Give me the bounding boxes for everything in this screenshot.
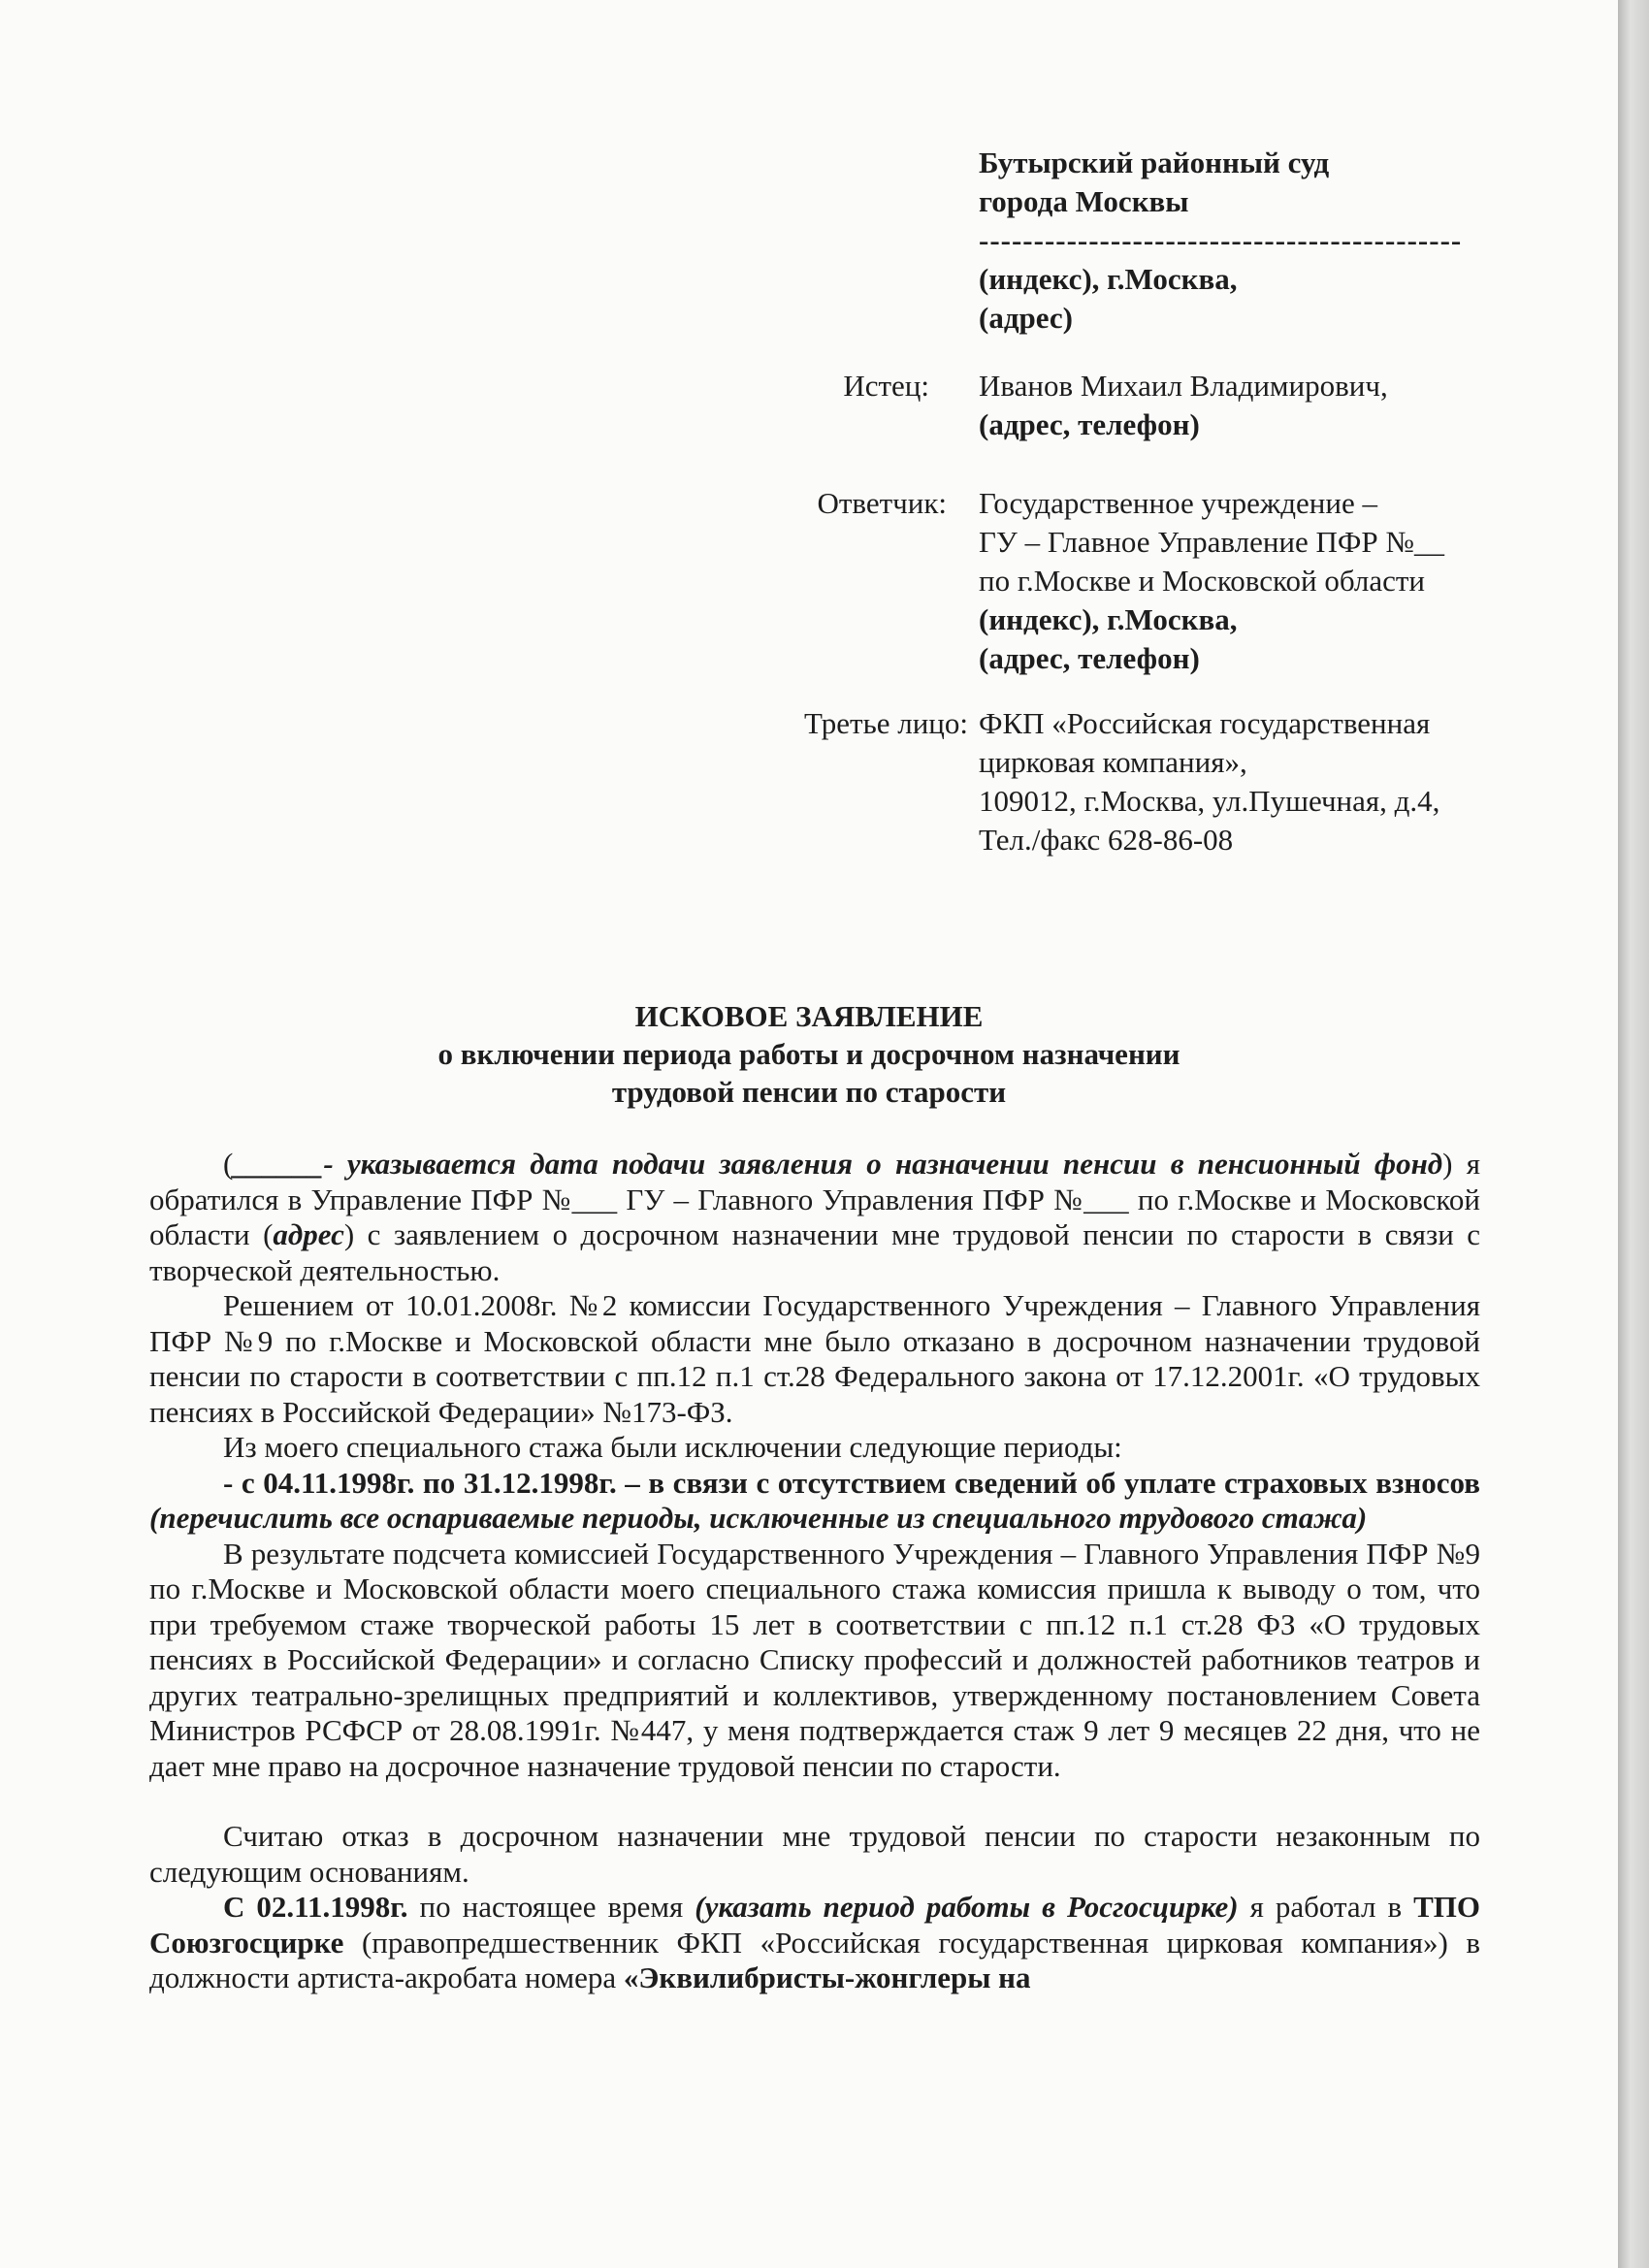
employer-name: ТПО Союзгосцирке: [149, 1890, 1480, 1960]
court-address-line1: (индекс), г.Москва,: [979, 262, 1238, 296]
excluded-period: - с 04.11.1998г. по 31.12.1998г. – в связи с отсутствием сведений об уплате страховых взносов: [223, 1465, 1480, 1500]
title-line3: трудовой пенсии по старости: [611, 1075, 1007, 1109]
court-addressee: [979, 144, 1522, 338]
court-name-line1: Бутырский районный суд: [979, 146, 1330, 179]
title-line2: о включении периода работы и досрочном назначении: [437, 1037, 1180, 1071]
document-body: [149, 1147, 1480, 1996]
paragraph-decision: Решением от 10.01.2008г. №2 комиссии Государственного Учреждения – Главного Управления ПФР №9 по г.Москве и Московской области мне было отказано в досрочном назначении трудовой пенсии по старости в соответствии с пп.12 п.1 ст.28 Федерального закона от 17.12.2001г. «О трудовых пенсиях в Российской Федерации» №173-ФЗ.: [149, 1288, 1480, 1429]
placeholder-application-date: ______- указывается дата подачи заявления о назначении пенсии в пенсионный фонд: [233, 1147, 1443, 1181]
defendant-label: Ответчик:: [817, 486, 947, 520]
court-address-line2: (адрес): [979, 301, 1073, 335]
scan-edge: [1618, 0, 1649, 2268]
court-dash-line: --------------------------------------------: [979, 223, 1463, 257]
third-party-line2: цирковая компания»,: [979, 745, 1247, 779]
placeholder-address: адрес: [273, 1217, 344, 1251]
employment-text-b: я работал в: [1238, 1890, 1414, 1924]
court-name-line2: города Москвы: [979, 184, 1189, 218]
application-text-a: я обратился в Управление ПФР №___ ГУ – Главного Управления ПФР №___ по г.Москве и Московской области (: [149, 1147, 1480, 1251]
paragraph-employment: [149, 1890, 1480, 1996]
third-party-line1: ФКП «Российская государственная: [979, 706, 1431, 740]
paragraph-excluded-period: [149, 1466, 1480, 1537]
defendant-line5: (адрес, телефон): [979, 641, 1200, 675]
paragraph-gap: [149, 1784, 1480, 1819]
paragraph-application: [149, 1147, 1480, 1288]
defendant-line2: ГУ – Главное Управление ПФР №__: [979, 525, 1444, 559]
third-party-line4: Тел./факс 628-86-08: [979, 823, 1234, 857]
plaintiff-name: Иванов Михаил Владимирович,: [979, 369, 1388, 403]
paren-close: ): [1442, 1147, 1453, 1181]
paragraph-excluded-intro: Из моего специального стажа были исключении следующие периоды:: [223, 1430, 1122, 1464]
employment-start-date: С 02.11.1998г.: [223, 1890, 408, 1924]
third-party-label: Третье лицо:: [804, 706, 968, 740]
employment-text-c: (правопредшественник ФКП «Российская государственная цирковая компания») в должности артиста-акробата номера: [149, 1925, 1480, 1994]
defendant-line4: (индекс), г.Москва,: [979, 602, 1238, 636]
act-name: «Эквилибристы-жонглеры на: [623, 1960, 1031, 1994]
defendant-line1: Государственное учреждение –: [979, 486, 1377, 520]
title-line1: ИСКОВОЕ ЗАЯВЛЕНИЕ: [634, 999, 984, 1033]
application-text-b: ) с заявлением о досрочном назначении мне трудовой пенсии по старости в связи с творческой деятельностью.: [149, 1217, 1480, 1287]
placeholder-periods: (перечислить все оспариваемые периоды, исключенные из специального трудового стажа): [149, 1501, 1368, 1535]
paren-open: (: [223, 1147, 234, 1181]
employment-text-a: по настоящее время: [407, 1890, 695, 1924]
defendant-line3: по г.Москве и Московской области: [979, 564, 1425, 598]
paragraph-objection: Считаю отказ в досрочном назначении мне трудовой пенсии по старости незаконным по следующим основаниям.: [149, 1819, 1480, 1889]
plaintiff-label: Истец:: [843, 369, 929, 403]
paragraph-calculation: В результате подсчета комиссией Государственного Учреждения – Главного Управления ПФР №9 по г.Москве и Московской области моего специального стажа комиссия пришла к выводу о том, что при требуемом стаже творческой работы 15 лет в соответствии с пп.12 п.1 ст.28 ФЗ «О трудовых пенсиях в Российской Федерации» и согласно Списку профессий и должностей работников театров и других театрально-зрелищных предприятий и коллективов, утвержденному постановлением Совета Министров РСФСР от 28.08.1991г. №447, у меня подтверждается стаж 9 лет 9 месяцев 22 дня, что не дает мне право на досрочное назначение трудовой пенсии по старости.: [149, 1536, 1480, 1783]
placeholder-work-period: (указать период работы в Росгосцирке): [695, 1890, 1239, 1924]
third-party-line3: 109012, г.Москва, ул.Пушечная, д.4,: [979, 784, 1440, 818]
document-title: [0, 997, 1618, 1111]
plaintiff-contact: (адрес, телефон): [979, 407, 1200, 441]
